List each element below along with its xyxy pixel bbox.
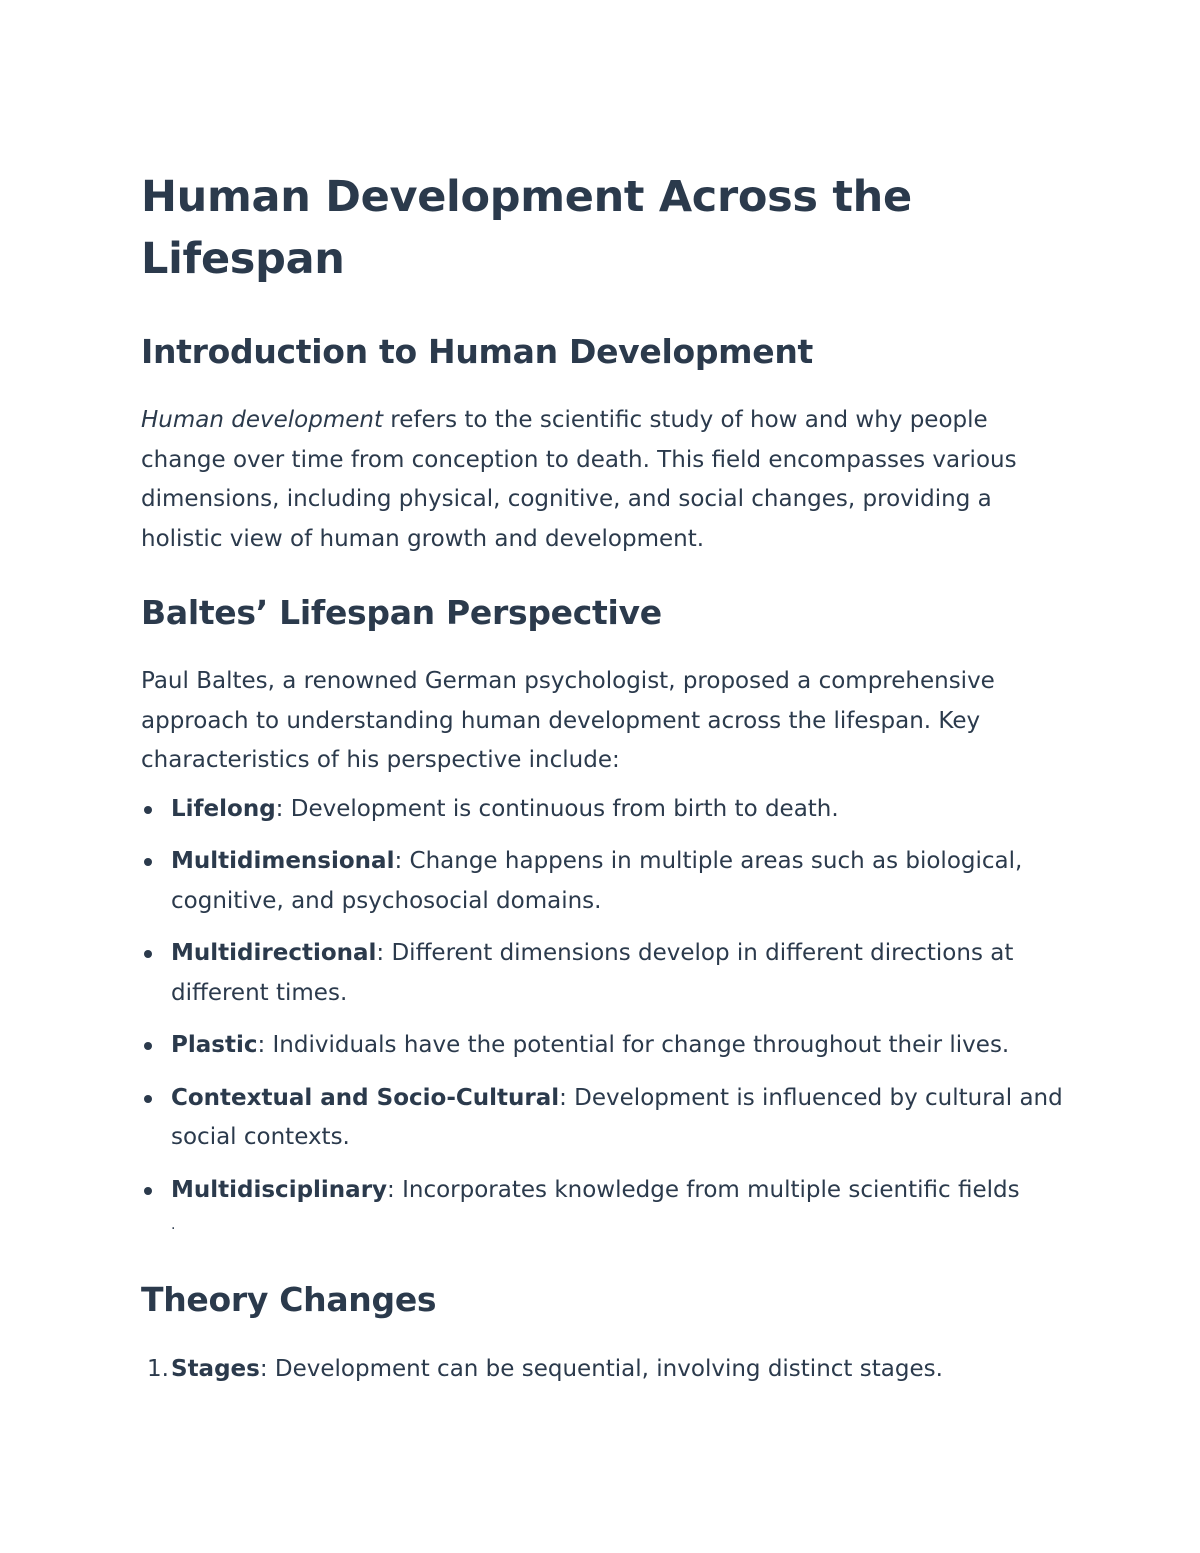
baltes-paragraph: Paul Baltes, a renowned German psychologist, proposed a comprehensive approach to understanding human development across the lifespan. Key characteristics of his perspective include: bbox=[141, 668, 995, 773]
baltes-characteristics-list bbox=[141, 790, 1070, 1241]
bullet-icon bbox=[144, 1187, 152, 1195]
bullet-icon bbox=[144, 858, 152, 866]
intro-term: Human development bbox=[141, 407, 383, 433]
item-desc: : Change happens in multiple areas such as biological, cognitive, and psychosocial domains. bbox=[171, 848, 1023, 914]
item-term: Plastic bbox=[171, 1032, 258, 1058]
list-item bbox=[141, 1026, 1070, 1066]
item-term: Contextual and Socio-Cultural bbox=[171, 1084, 560, 1111]
item-desc: : Development can be sequential, involving distinct stages. bbox=[259, 1356, 943, 1382]
list-item bbox=[141, 842, 1070, 921]
document-title: Human Development Across the Lifespan bbox=[141, 172, 912, 284]
bullet-icon bbox=[144, 1095, 152, 1103]
bullet-icon bbox=[144, 1042, 152, 1050]
item-term: Multidimensional bbox=[171, 848, 395, 874]
list-item bbox=[141, 1171, 1070, 1241]
bullet-icon bbox=[144, 806, 152, 814]
item-desc: : Development is continuous from birth to death. bbox=[275, 795, 839, 822]
item-desc: : Incorporates knowledge from multiple scientific fields bbox=[387, 1176, 1020, 1203]
section-heading-introduction: Introduction to Human Development bbox=[141, 332, 813, 371]
item-desc: : Development is influenced by cultural and social contexts. bbox=[171, 1084, 1063, 1150]
list-item bbox=[141, 1079, 1070, 1158]
item-number: 1. bbox=[147, 1356, 169, 1382]
intro-paragraph bbox=[141, 401, 1070, 559]
intro-text: refers to the scientific study of how and why people change over time from conception to death. This field encompasses various dimensions, including physical, cognitive, and social changes, providing a holistic view of human growth and development. bbox=[141, 407, 1017, 552]
list-item bbox=[141, 934, 1070, 1013]
item-term: Stages bbox=[171, 1356, 260, 1382]
list-item bbox=[141, 1350, 1070, 1390]
section-heading-theory: Theory Changes bbox=[141, 1280, 437, 1319]
item-desc: : Different dimensions develop in different directions at different times. bbox=[171, 940, 1014, 1006]
section-heading-baltes: Baltes’ Lifespan Perspective bbox=[141, 593, 662, 632]
bullet-icon bbox=[144, 950, 152, 958]
item-term: Multidisciplinary bbox=[171, 1176, 388, 1203]
item-trailing-period: . bbox=[171, 1217, 176, 1233]
list-item bbox=[141, 790, 1070, 830]
item-term: Multidirectional bbox=[171, 940, 377, 966]
item-term: Lifelong bbox=[171, 795, 276, 822]
theory-changes-list bbox=[141, 1350, 1070, 1390]
item-desc: : Individuals have the potential for change throughout their lives. bbox=[257, 1032, 1010, 1058]
